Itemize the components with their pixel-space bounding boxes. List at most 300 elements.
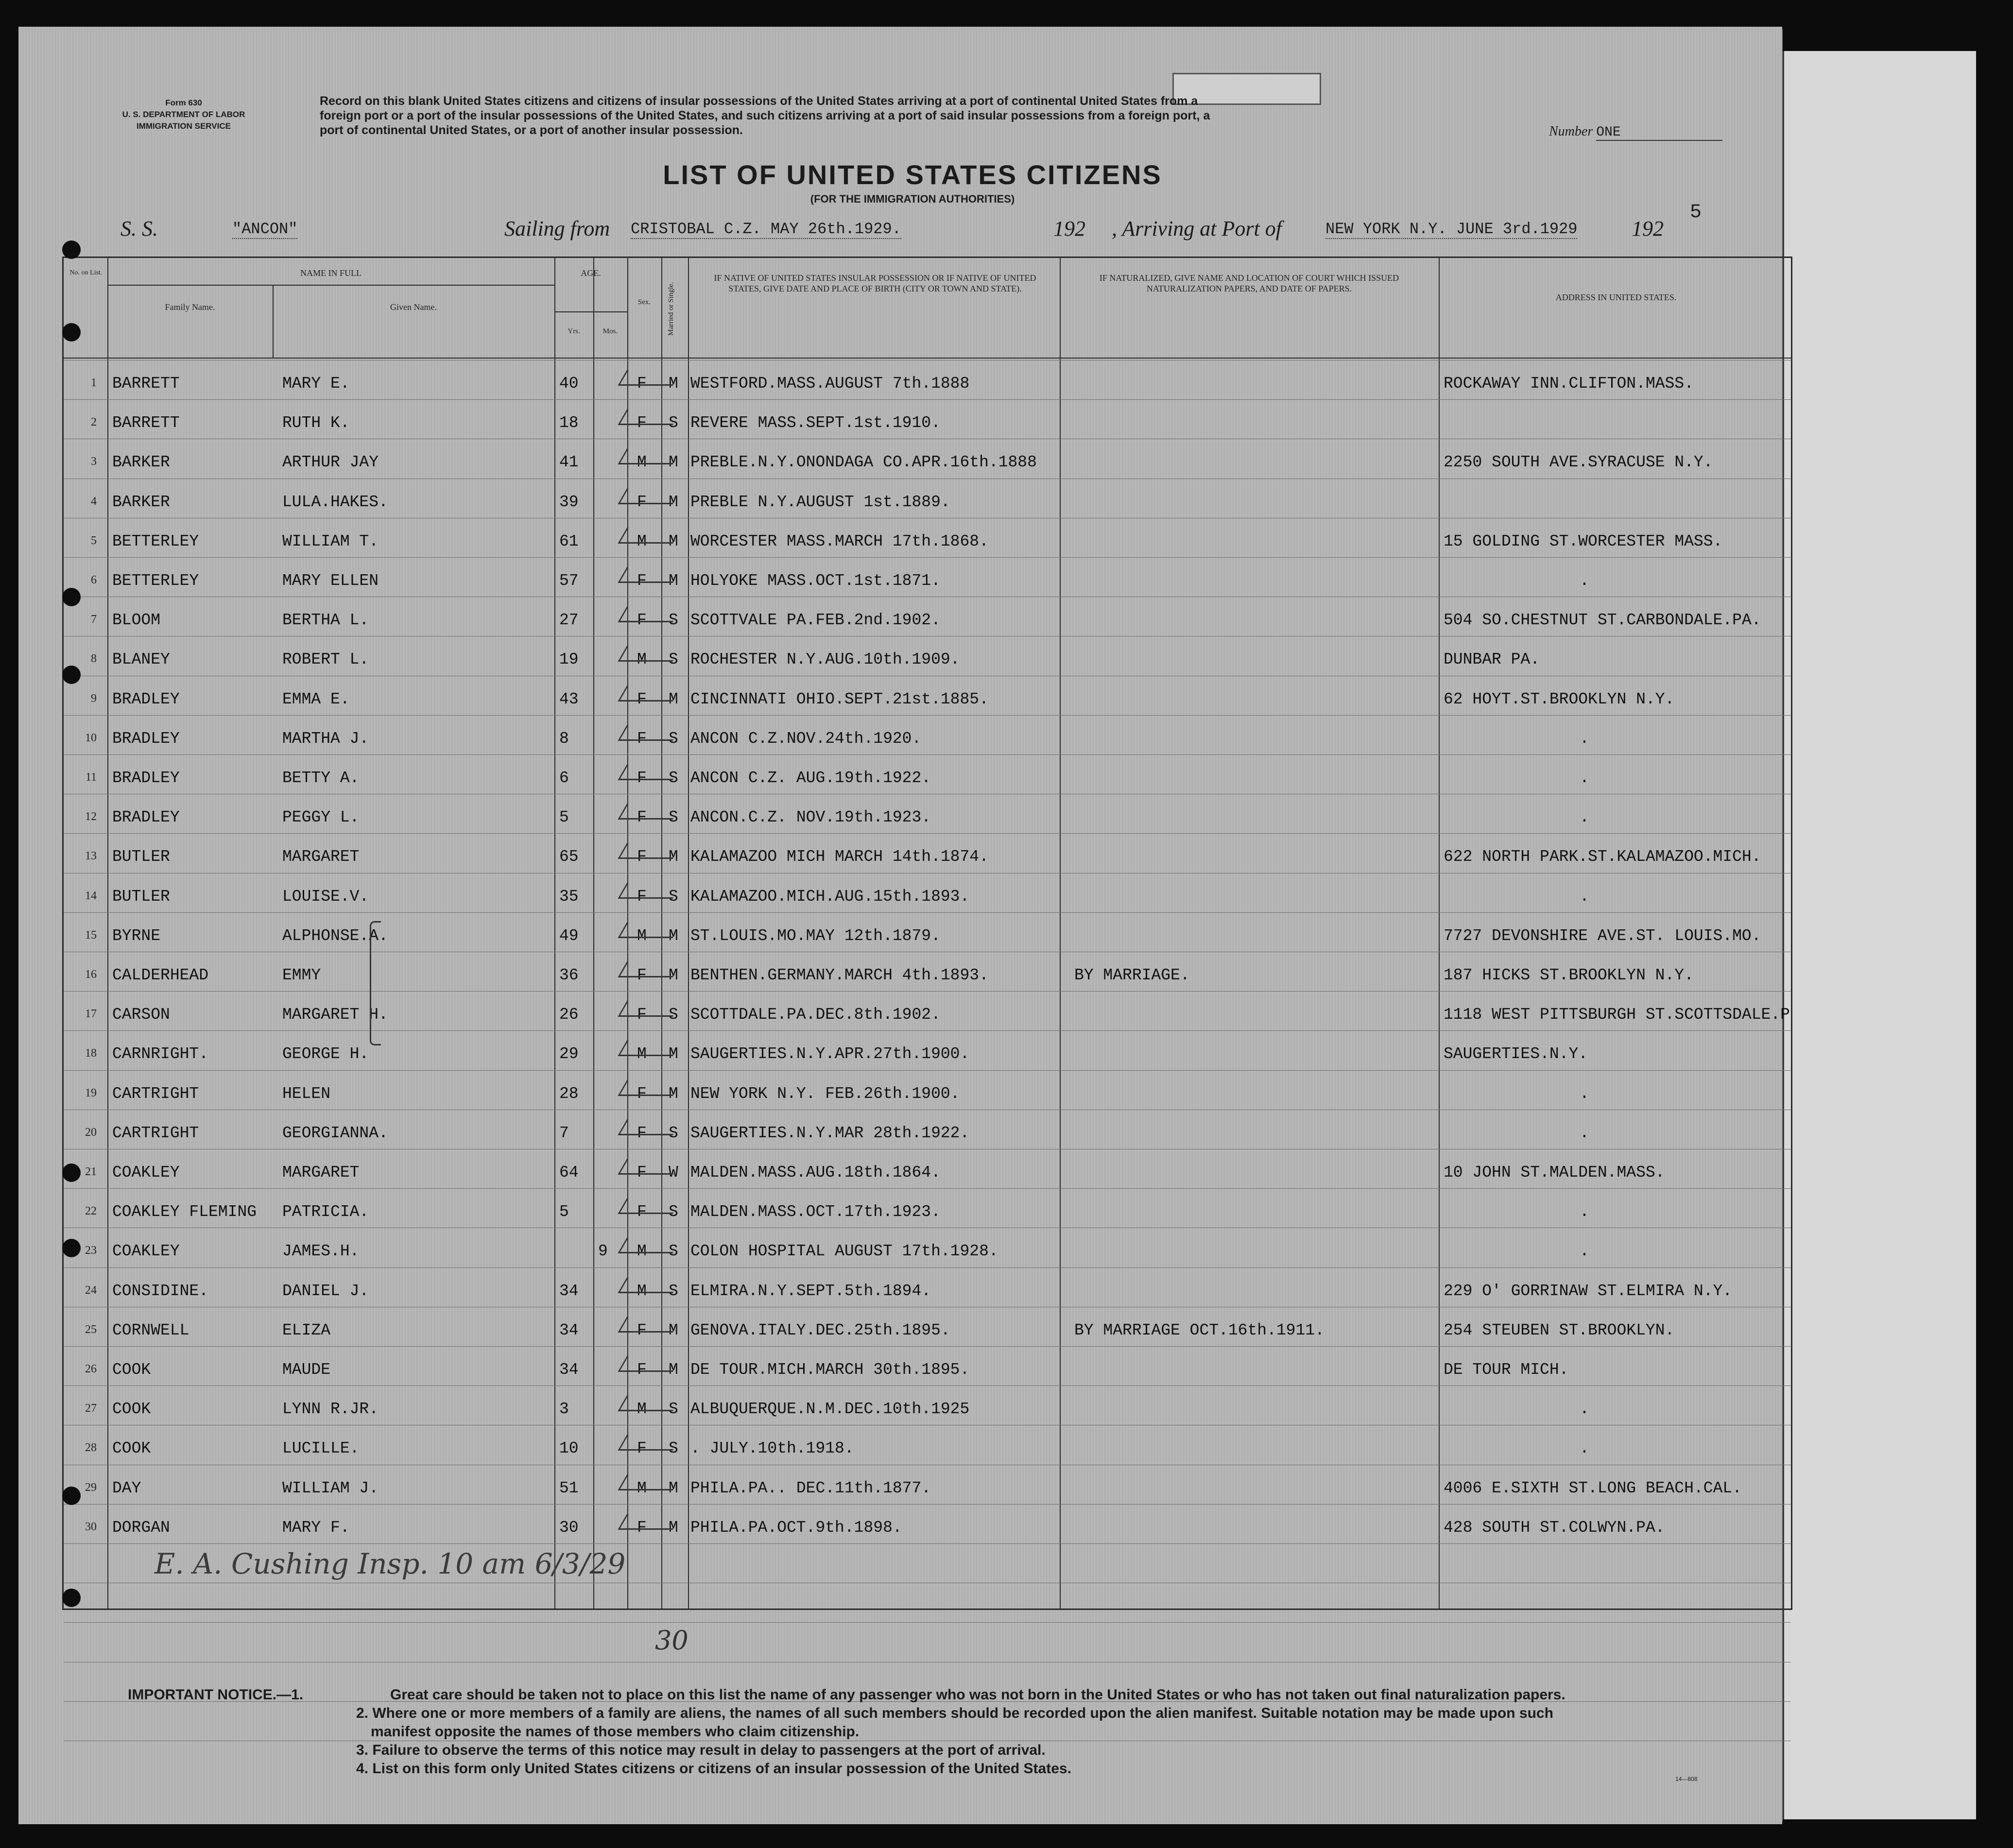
marital-status: S bbox=[669, 729, 678, 748]
age-years: 3 bbox=[559, 1400, 569, 1419]
ruled-line bbox=[64, 557, 1791, 558]
given-name: HELEN bbox=[282, 1084, 331, 1103]
us-address: . bbox=[1580, 1400, 1589, 1419]
row-number: 9 bbox=[91, 692, 97, 705]
manifest-sheet bbox=[18, 27, 1790, 1824]
row-number: 16 bbox=[85, 968, 97, 981]
row-number: 21 bbox=[85, 1165, 97, 1178]
marital-status: M bbox=[669, 493, 678, 511]
family-name: BUTLER bbox=[112, 887, 170, 906]
sex: F bbox=[637, 1164, 647, 1181]
row-number: 4 bbox=[91, 495, 97, 508]
given-name: ROBERT L. bbox=[282, 650, 369, 669]
age-years: 27 bbox=[559, 611, 579, 630]
check-mark bbox=[618, 1237, 682, 1253]
birth-place-date: REVERE MASS.SEPT.1st.1910. bbox=[690, 414, 941, 432]
family-name: BARKER bbox=[112, 453, 170, 472]
given-name: ALPHONSE.A. bbox=[282, 926, 388, 945]
family-name: BETTERLEY bbox=[112, 572, 199, 590]
us-address: . bbox=[1580, 1439, 1589, 1458]
punch-hole bbox=[62, 1239, 81, 1257]
check-mark bbox=[618, 1159, 682, 1175]
age-years: 35 bbox=[559, 887, 579, 906]
ruled-line bbox=[64, 715, 1791, 716]
birth-place-date: HOLYOKE MASS.OCT.1st.1871. bbox=[690, 572, 941, 590]
punch-hole bbox=[62, 323, 81, 342]
row-number: 2 bbox=[91, 416, 97, 429]
age-years: 34 bbox=[559, 1282, 579, 1300]
birth-place-date: CINCINNATI OHIO.SEPT.21st.1885. bbox=[690, 690, 989, 708]
us-address: . bbox=[1580, 769, 1589, 787]
birth-place-date: SCOTTDALE.PA.DEC.8th.1902. bbox=[690, 1006, 941, 1024]
family-name: COOK bbox=[112, 1361, 151, 1379]
check-mark bbox=[618, 1198, 682, 1214]
sex: M bbox=[637, 1400, 647, 1419]
marital-status: S bbox=[669, 1400, 678, 1419]
us-address: . bbox=[1580, 1203, 1589, 1221]
us-address: . bbox=[1580, 808, 1589, 827]
check-mark bbox=[618, 922, 682, 938]
sex: F bbox=[637, 414, 647, 432]
sex: F bbox=[637, 572, 647, 590]
handwritten-total: 30 bbox=[655, 1625, 688, 1656]
age-years: 41 bbox=[559, 453, 579, 472]
ruled-line bbox=[64, 991, 1791, 992]
age-years: 57 bbox=[559, 572, 579, 590]
ruled-line bbox=[64, 1543, 1791, 1544]
given-name: ELIZA bbox=[282, 1321, 331, 1339]
sex: F bbox=[637, 1006, 647, 1024]
check-mark bbox=[618, 1395, 682, 1411]
year-prefix-2: 192 bbox=[1632, 217, 1664, 240]
birth-place-date: ANCON.C.Z. NOV.19th.1923. bbox=[690, 808, 931, 827]
us-address: 254 STEUBEN ST.BROOKLYN. bbox=[1444, 1321, 1675, 1339]
us-address: DE TOUR MICH. bbox=[1444, 1361, 1569, 1379]
us-address: 187 HICKS ST.BROOKLYN N.Y. bbox=[1444, 966, 1694, 984]
given-name: WILLIAM J. bbox=[282, 1479, 379, 1497]
sex: F bbox=[637, 1439, 647, 1458]
row-number: 15 bbox=[85, 928, 97, 941]
arriving-port: NEW YORK N.Y. JUNE 3rd.1929 bbox=[1325, 220, 1578, 238]
marital-status: M bbox=[669, 572, 678, 590]
check-mark bbox=[618, 804, 682, 820]
birth-place-date: MALDEN.MASS.OCT.17th.1923. bbox=[690, 1203, 941, 1221]
check-mark bbox=[618, 1001, 682, 1017]
check-mark bbox=[618, 606, 682, 622]
sex: M bbox=[637, 532, 647, 550]
us-address: . bbox=[1580, 1124, 1589, 1142]
row-number: 3 bbox=[91, 455, 97, 468]
marital-status: S bbox=[669, 1282, 678, 1300]
family-name: BRADLEY bbox=[112, 808, 180, 827]
sex: M bbox=[637, 926, 647, 945]
check-mark bbox=[618, 1277, 682, 1293]
given-name: PEGGY L. bbox=[282, 808, 360, 827]
birth-place-date: MALDEN.MASS.AUG.18th.1864. bbox=[690, 1164, 941, 1181]
family-name: CARSON bbox=[112, 1006, 170, 1024]
marital-status: S bbox=[669, 414, 678, 432]
ruled-line bbox=[64, 399, 1791, 400]
given-name: GEORGE H. bbox=[282, 1045, 369, 1063]
age-years: 5 bbox=[559, 808, 569, 827]
family-name: CONSIDINE. bbox=[112, 1282, 209, 1300]
ruled-line bbox=[64, 912, 1791, 913]
marital-status: S bbox=[669, 1124, 678, 1142]
ruled-line bbox=[64, 1346, 1791, 1347]
given-name: BERTHA L. bbox=[282, 611, 369, 630]
age-years: 36 bbox=[559, 966, 579, 984]
given-name: BETTY A. bbox=[282, 769, 360, 787]
number-label: Number bbox=[1549, 124, 1593, 139]
header-birth: IF NATIVE OF UNITED STATES INSULAR POSSESSION OR IF NATIVE OF UNITED STATES, GIVE DATE AND PLACE OF BIRTH (CITY OR TOWN AND STATE). bbox=[714, 273, 1036, 293]
birth-place-date: . JULY.10th.1918. bbox=[690, 1439, 854, 1458]
check-mark bbox=[618, 488, 682, 504]
marital-status: M bbox=[669, 1479, 678, 1497]
age-years: 5 bbox=[559, 1203, 569, 1221]
sex: M bbox=[637, 453, 647, 472]
form-number: Form 630 bbox=[165, 98, 202, 107]
sex: M bbox=[637, 650, 647, 669]
sex: F bbox=[637, 808, 647, 827]
age-years: 49 bbox=[559, 926, 579, 945]
birth-place-date: PHILA.PA.. DEC.11th.1877. bbox=[690, 1479, 931, 1497]
sex: F bbox=[637, 769, 647, 787]
check-mark bbox=[618, 646, 682, 662]
birth-place-date: ALBUQUERQUE.N.M.DEC.10th.1925 bbox=[690, 1400, 970, 1419]
row-number: 14 bbox=[85, 889, 97, 902]
header-no-on-list: No. on List. bbox=[69, 269, 103, 276]
age-years: 7 bbox=[559, 1124, 569, 1142]
check-mark bbox=[618, 764, 682, 780]
given-name: MARGARET H. bbox=[282, 1006, 388, 1024]
us-address: 15 GOLDING ST.WORCESTER MASS. bbox=[1444, 532, 1723, 550]
page-subtitle: (FOR THE IMMIGRATION AUTHORITIES) bbox=[810, 193, 1015, 205]
passenger-table bbox=[62, 257, 1792, 1610]
voyage-line bbox=[120, 216, 1724, 240]
row-number: 24 bbox=[85, 1283, 97, 1297]
header-married-single: Married or Single. bbox=[667, 282, 675, 336]
header-address: ADDRESS IN UNITED STATES. bbox=[1555, 292, 1677, 302]
year-prefix-1: 192 bbox=[1053, 217, 1085, 240]
age-years: 65 bbox=[559, 848, 579, 866]
row-number: 30 bbox=[85, 1520, 97, 1533]
family-name: DAY bbox=[112, 1479, 141, 1497]
check-mark bbox=[618, 528, 682, 544]
family-name: BLOOM bbox=[112, 611, 161, 630]
marital-status: M bbox=[669, 1084, 678, 1103]
given-name: WILLIAM T. bbox=[282, 532, 379, 550]
given-name: PATRICIA. bbox=[282, 1203, 369, 1221]
us-address: 428 SOUTH ST.COLWYN.PA. bbox=[1444, 1518, 1665, 1537]
marital-status: S bbox=[669, 808, 678, 827]
birth-place-date: ST.LOUIS.MO.MAY 12th.1879. bbox=[690, 926, 941, 945]
age-years: 30 bbox=[559, 1518, 579, 1537]
check-mark bbox=[618, 1317, 682, 1333]
row-number: 1 bbox=[91, 376, 97, 389]
family-name: CARNRIGHT. bbox=[112, 1045, 209, 1063]
us-address: . bbox=[1580, 729, 1589, 748]
given-name: GEORGIANNA. bbox=[282, 1124, 388, 1142]
family-name: DORGAN bbox=[112, 1518, 170, 1537]
given-name: MARGARET bbox=[282, 1164, 360, 1181]
notice-item: 2. Where one or more members of a family are aliens, the names of all such members should be recorded upon the alien manifest. Suitable notation may be made upon such bbox=[356, 1705, 1553, 1721]
marital-status: M bbox=[669, 1361, 678, 1379]
birth-place-date: PREBLE N.Y.AUGUST 1st.1889. bbox=[690, 493, 950, 511]
birth-place-date: ROCHESTER N.Y.AUG.10th.1909. bbox=[690, 650, 960, 669]
given-name: JAMES.H. bbox=[282, 1242, 360, 1261]
us-address: . bbox=[1580, 1084, 1589, 1103]
marital-status: S bbox=[669, 611, 678, 630]
us-address: 504 SO.CHESTNUT ST.CARBONDALE.PA. bbox=[1444, 611, 1761, 630]
sex: F bbox=[637, 966, 647, 984]
sex: F bbox=[637, 1518, 647, 1537]
age-years: 19 bbox=[559, 650, 579, 669]
sex: M bbox=[637, 1045, 647, 1063]
sex: M bbox=[637, 1242, 647, 1261]
check-mark bbox=[618, 370, 682, 386]
age-years: 29 bbox=[559, 1045, 579, 1063]
us-address: 622 NORTH PARK.ST.KALAMAZOO.MICH. bbox=[1444, 848, 1761, 866]
sex: F bbox=[637, 1361, 647, 1379]
notice-item: 4. List on this form only United States citizens or citizens of an insular possession of the United States. bbox=[356, 1761, 1071, 1777]
sex: F bbox=[637, 375, 647, 393]
given-name: EMMY bbox=[282, 966, 321, 984]
age-years: 43 bbox=[559, 690, 579, 708]
family-name: BLANEY bbox=[112, 650, 170, 669]
family-name: COOK bbox=[112, 1400, 151, 1419]
row-number: 28 bbox=[85, 1441, 97, 1454]
marital-status: M bbox=[669, 690, 678, 708]
ruled-line bbox=[64, 1622, 1791, 1623]
us-address: SAUGERTIES.N.Y. bbox=[1444, 1045, 1588, 1063]
family-name: BYRNE bbox=[112, 926, 161, 945]
age-years: 51 bbox=[559, 1479, 579, 1497]
birth-place-date: KALAMAZOO.MICH.AUG.15th.1893. bbox=[690, 887, 970, 906]
marital-status: S bbox=[669, 650, 678, 669]
family-name: COAKLEY FLEMING bbox=[112, 1203, 257, 1221]
birth-place-date: ANCON C.Z. AUG.19th.1922. bbox=[690, 769, 931, 787]
ss-label: S. S. bbox=[120, 217, 158, 240]
age-years: 34 bbox=[559, 1361, 579, 1379]
sex: F bbox=[637, 690, 647, 708]
notice-lead: IMPORTANT NOTICE.—1. bbox=[128, 1687, 304, 1703]
check-mark bbox=[618, 725, 682, 741]
us-address: ROCKAWAY INN.CLIFTON.MASS. bbox=[1444, 375, 1694, 393]
sex: M bbox=[637, 1479, 647, 1497]
given-name: RUTH K. bbox=[282, 414, 350, 432]
ruled-line bbox=[64, 1030, 1791, 1031]
age-years: 10 bbox=[559, 1439, 579, 1458]
intro-line: Record on this blank United States citizens and citizens of insular possessions of the United States arriving at a port of continental United States from a bbox=[320, 94, 1198, 108]
marital-status: S bbox=[669, 887, 678, 906]
age-months: 9 bbox=[598, 1242, 608, 1261]
row-number: 27 bbox=[85, 1402, 97, 1415]
row-number: 23 bbox=[85, 1244, 97, 1257]
marital-status: M bbox=[669, 1518, 678, 1537]
age-years: 8 bbox=[559, 729, 569, 748]
row-number: 18 bbox=[85, 1047, 97, 1060]
marital-status: M bbox=[669, 1045, 678, 1063]
given-name: EMMA E. bbox=[282, 690, 350, 708]
check-mark bbox=[618, 448, 682, 464]
age-years: 64 bbox=[559, 1164, 579, 1181]
family-name: BUTLER bbox=[112, 848, 170, 866]
family-name: CALDERHEAD bbox=[112, 966, 209, 984]
check-mark bbox=[618, 1040, 682, 1056]
given-name: LUCILLE. bbox=[282, 1439, 360, 1458]
ruled-line bbox=[64, 1504, 1791, 1505]
us-address: 1118 WEST PITTSBURGH ST.SCOTTSDALE.P bbox=[1444, 1006, 1790, 1024]
marital-status: M bbox=[669, 926, 678, 945]
birth-place-date: SAUGERTIES.N.Y.APR.27th.1900. bbox=[690, 1045, 970, 1063]
sex: F bbox=[637, 1124, 647, 1142]
intro-line: port of continental United States, or a port of another insular possession. bbox=[320, 123, 743, 137]
inspector-signature: E. A. Cushing Insp. 10 am 6/3/29 bbox=[155, 1547, 626, 1580]
family-name: BETTERLEY bbox=[112, 532, 199, 550]
birth-place-date: WESTFORD.MASS.AUGUST 7th.1888 bbox=[690, 375, 970, 393]
intro-line: foreign port or a port of the insular possessions of the United States, and such citizens arriving at a port of said insular possessions from a foreign port, a bbox=[320, 109, 1210, 122]
punch-hole bbox=[62, 666, 81, 684]
row-number: 8 bbox=[91, 652, 97, 666]
family-name: CARTRIGHT bbox=[112, 1084, 199, 1103]
birth-place-date: KALAMAZOO MICH MARCH 14th.1874. bbox=[690, 848, 989, 866]
form-department: U. S. DEPARTMENT OF LABOR bbox=[122, 110, 245, 119]
check-mark bbox=[618, 1435, 682, 1451]
us-address: 10 JOHN ST.MALDEN.MASS. bbox=[1444, 1164, 1665, 1181]
family-name: COOK bbox=[112, 1439, 151, 1458]
marital-status: S bbox=[669, 1439, 678, 1458]
family-name: BRADLEY bbox=[112, 690, 180, 708]
ruled-line bbox=[64, 1188, 1791, 1189]
sailing-from: CRISTOBAL C.Z. MAY 26th.1929. bbox=[631, 220, 901, 238]
family-bracket bbox=[370, 921, 381, 1045]
sailing-label: Sailing from bbox=[504, 217, 610, 240]
check-mark bbox=[618, 1514, 682, 1530]
given-name: LYNN R.JR. bbox=[282, 1400, 379, 1419]
given-name: MARY ELLEN bbox=[282, 572, 379, 590]
marital-status: S bbox=[669, 1203, 678, 1221]
row-number: 17 bbox=[85, 1008, 97, 1021]
ruled-line bbox=[64, 1070, 1791, 1071]
corner-number: 5 bbox=[1690, 202, 1702, 223]
birth-place-date: COLON HOSPITAL AUGUST 17th.1928. bbox=[690, 1242, 998, 1261]
check-mark bbox=[618, 1119, 682, 1135]
ship-name: "ANCON" bbox=[232, 220, 298, 238]
check-mark bbox=[618, 1080, 682, 1096]
form-service: IMMIGRATION SERVICE bbox=[137, 121, 231, 131]
age-years: 6 bbox=[559, 769, 569, 787]
row-number: 11 bbox=[85, 771, 97, 784]
row-number: 29 bbox=[85, 1481, 97, 1494]
given-name: MARGARET bbox=[282, 848, 360, 866]
sex: F bbox=[637, 611, 647, 630]
row-number: 20 bbox=[85, 1126, 97, 1139]
ruled-line bbox=[64, 1267, 1791, 1268]
age-years: 34 bbox=[559, 1321, 579, 1339]
punch-hole bbox=[62, 1487, 81, 1505]
us-address: . bbox=[1580, 887, 1589, 906]
us-address: 7727 DEVONSHIRE AVE.ST. LOUIS.MO. bbox=[1444, 926, 1761, 945]
header-naturalized: IF NATURALIZED, GIVE NAME AND LOCATION OF COURT WHICH ISSUED NATURALIZATION PAPERS, AND DATE OF PAPERS. bbox=[1099, 273, 1399, 293]
us-address: DUNBAR PA. bbox=[1444, 650, 1540, 669]
family-name: BRADLEY bbox=[112, 729, 180, 748]
number-value: ONE bbox=[1596, 125, 1722, 141]
marital-status: M bbox=[669, 532, 678, 550]
row-number: 25 bbox=[85, 1323, 97, 1336]
list-number bbox=[1549, 124, 1722, 141]
page-title: LIST OF UNITED STATES CITIZENS bbox=[663, 159, 1162, 190]
row-number: 22 bbox=[85, 1205, 97, 1218]
family-name: BARRETT bbox=[112, 375, 180, 393]
row-number: 5 bbox=[91, 534, 97, 547]
check-mark bbox=[618, 843, 682, 859]
sex: F bbox=[637, 848, 647, 866]
row-number: 6 bbox=[91, 574, 97, 586]
row-number: 12 bbox=[85, 810, 97, 823]
birth-place-date: SCOTTVALE PA.FEB.2nd.1902. bbox=[690, 611, 941, 630]
age-years: 18 bbox=[559, 414, 579, 432]
check-mark bbox=[618, 685, 682, 702]
family-name: COAKLEY bbox=[112, 1164, 180, 1181]
birth-place-date: NEW YORK N.Y. FEB.26th.1900. bbox=[690, 1084, 960, 1103]
header-yrs: Yrs. bbox=[568, 327, 580, 335]
row-number: 7 bbox=[91, 613, 97, 626]
given-name: LULA.HAKES. bbox=[282, 493, 388, 511]
given-name: DANIEL J. bbox=[282, 1282, 369, 1300]
birth-place-date: ELMIRA.N.Y.SEPT.5th.1894. bbox=[690, 1282, 931, 1300]
given-name: MARTHA J. bbox=[282, 729, 369, 748]
notice-item: manifest opposite the names of those members who claim citizenship. bbox=[371, 1724, 860, 1740]
marital-status: M bbox=[669, 375, 678, 393]
sex: M bbox=[637, 1282, 647, 1300]
given-name: MARY E. bbox=[282, 375, 350, 393]
us-address: 4006 E.SIXTH ST.LONG BEACH.CAL. bbox=[1444, 1479, 1742, 1497]
adjacent-page bbox=[1782, 51, 1976, 1819]
birth-place-date: PHILA.PA.OCT.9th.1898. bbox=[690, 1518, 902, 1537]
marital-status: S bbox=[669, 1242, 678, 1261]
birth-place-date: DE TOUR.MICH.MARCH 30th.1895. bbox=[690, 1361, 970, 1379]
punch-hole bbox=[62, 1164, 81, 1182]
birth-place-date: WORCESTER MASS.MARCH 17th.1868. bbox=[690, 532, 989, 550]
given-name: MAUDE bbox=[282, 1361, 331, 1379]
birth-place-date: SAUGERTIES.N.Y.MAR 28th.1922. bbox=[690, 1124, 970, 1142]
family-name: BARKER bbox=[112, 493, 170, 511]
header-name-in-full: NAME IN FULL bbox=[300, 268, 361, 278]
birth-place-date: BENTHEN.GERMANY.MARCH 4th.1893. bbox=[690, 966, 989, 984]
sex: F bbox=[637, 887, 647, 906]
us-address: 62 HOYT.ST.BROOKLYN N.Y. bbox=[1444, 690, 1675, 708]
check-mark bbox=[618, 567, 682, 583]
family-name: COAKLEY bbox=[112, 1242, 180, 1261]
family-name: BARRETT bbox=[112, 414, 180, 432]
ruled-line bbox=[64, 833, 1791, 834]
marital-status: S bbox=[669, 1006, 678, 1024]
marital-status: M bbox=[669, 1321, 678, 1339]
naturalization: BY MARRIAGE OCT.16th.1911. bbox=[1074, 1321, 1325, 1339]
age-years: 61 bbox=[559, 532, 579, 550]
punch-hole bbox=[62, 588, 81, 606]
check-mark bbox=[618, 1356, 682, 1372]
sex: F bbox=[637, 1321, 647, 1339]
marital-status: M bbox=[669, 848, 678, 866]
marital-status: M bbox=[669, 453, 678, 472]
family-name: CORNWELL bbox=[112, 1321, 189, 1339]
arriving-label: , Arriving at Port of bbox=[1112, 217, 1282, 240]
birth-place-date: ANCON C.Z.NOV.24th.1920. bbox=[690, 729, 922, 748]
header-mos: Mos. bbox=[602, 327, 618, 335]
row-number: 26 bbox=[85, 1363, 97, 1375]
sex: F bbox=[637, 729, 647, 748]
